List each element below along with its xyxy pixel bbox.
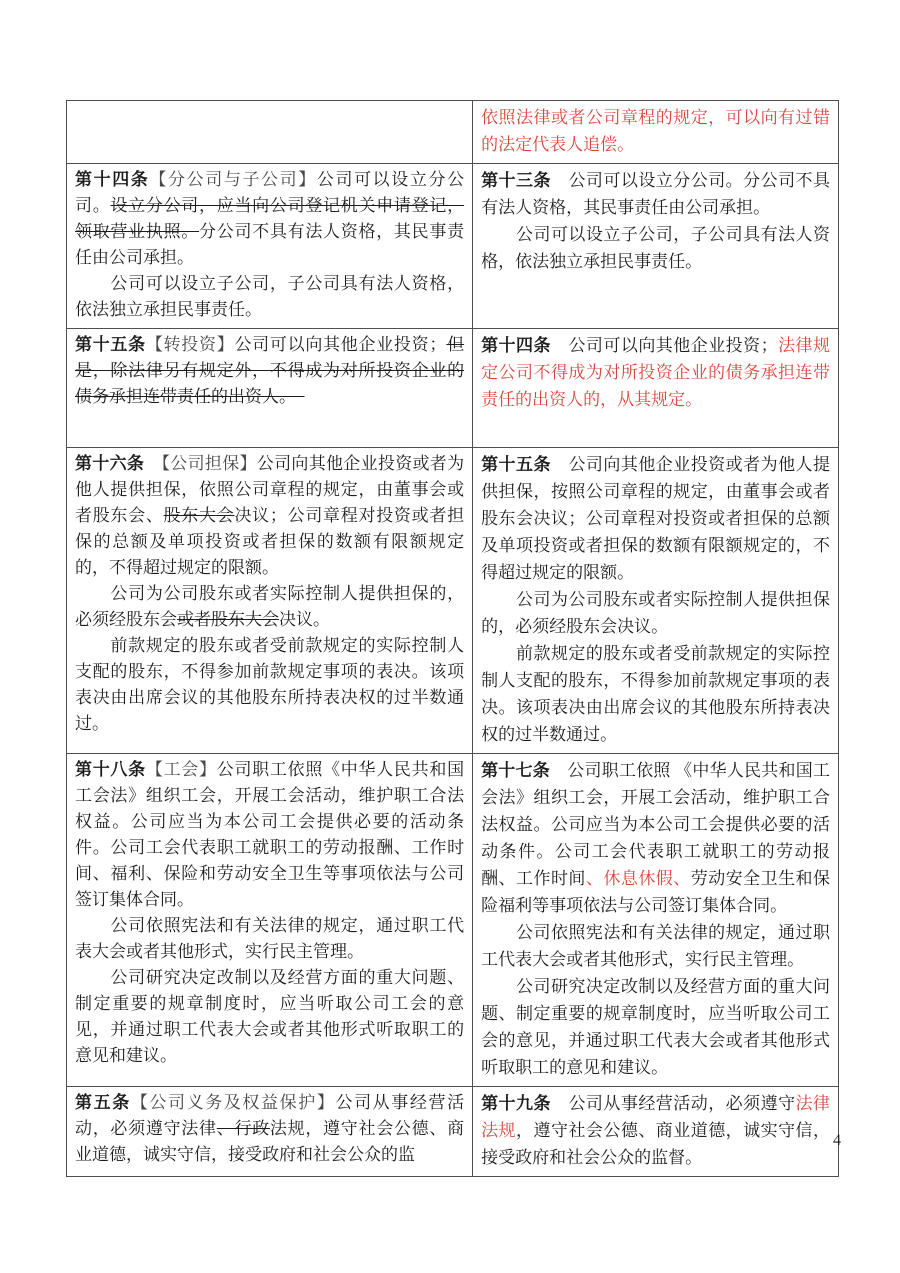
paragraph bbox=[75, 633, 464, 737]
new-law-cell bbox=[473, 101, 839, 164]
paragraph bbox=[481, 332, 830, 413]
text-segment: 决议。 bbox=[279, 610, 330, 629]
article-number: 第十九条 bbox=[481, 1094, 551, 1113]
text-segment: 公司从事经营活动，必须遵守 bbox=[550, 1094, 796, 1113]
article-number: 第五条 bbox=[75, 1093, 131, 1112]
deleted-text: 、行政 bbox=[216, 1119, 270, 1138]
comparison-table bbox=[66, 100, 839, 1177]
paragraph bbox=[481, 167, 830, 221]
text-segment: 公司职工依照《中华人民共和国工会法》组织工会，开展工会活动，维护职工合法权益。公司应当为本公司工会提供必要的活动条件。公司工会代表职工就职工的劳动报酬、工作时间、福利、保险和劳动安全卫生等事项依法与公司签订集体合同。 bbox=[75, 760, 465, 909]
article-title-label: 【分公司与子公司】 bbox=[149, 170, 317, 189]
text-segment: ，遵守社会公德、商业道德，诚实守信，接受政府和社会公众的监督。 bbox=[481, 1121, 831, 1167]
paragraph bbox=[481, 757, 830, 919]
text-segment: 公司依照宪法和有关法律的规定，通过职工代表大会或者其他形式，实行民主管理。 bbox=[481, 923, 830, 969]
old-law-cell bbox=[67, 101, 473, 164]
table-row bbox=[67, 329, 839, 448]
article-number: 第十五条 bbox=[481, 455, 551, 474]
text-segment: 分公司不具有法人资格，其民事责任由公司承担。 bbox=[75, 222, 465, 267]
old-law-cell bbox=[67, 448, 473, 754]
text-segment: 公司依照宪法和有关法律的规定，通过职工代表大会或者其他形式，实行民主管理。 bbox=[75, 916, 465, 961]
text-segment: 公司研究决定改制以及经营方面的重大问题、制定重要的规章制度时，应当听取公司工会的意见，并通过职工代表大会或者其他形式听取职工的意见和建议。 bbox=[481, 977, 830, 1077]
text-segment: 公司为公司股东或者实际控制人提供担保的，必须经股东会决议。 bbox=[481, 590, 830, 636]
paragraph bbox=[75, 167, 464, 271]
deleted-text: 股东大会 bbox=[163, 506, 235, 525]
text-segment: 劳动安全卫生和保险福利等事项依法与公司签订集体合同。 bbox=[481, 869, 831, 915]
table-row bbox=[67, 101, 839, 164]
article-number: 第十七条 bbox=[481, 761, 551, 780]
new-law-cell bbox=[473, 329, 839, 448]
page-number: 4 bbox=[833, 1132, 841, 1149]
paragraph bbox=[75, 1090, 464, 1168]
table-row bbox=[67, 1087, 839, 1177]
deleted-text: 或者股东大会 bbox=[177, 610, 279, 629]
article-number: 第十四条 bbox=[75, 170, 150, 189]
paragraph bbox=[481, 451, 830, 586]
paragraph bbox=[75, 757, 464, 913]
paragraph bbox=[75, 965, 464, 1069]
text-segment: 公司研究决定改制以及经营方面的重大问题、制定重要的规章制度时，应当听取公司工会的意见，并通过职工代表大会或者其他形式听取职工的意见和建议。 bbox=[75, 968, 465, 1065]
article-number: 第十六条 bbox=[75, 454, 145, 473]
paragraph bbox=[75, 332, 464, 410]
article-title-label: 【公司担保】 bbox=[144, 454, 257, 473]
paragraph bbox=[75, 451, 464, 581]
new-law-cell bbox=[473, 164, 839, 329]
old-law-cell bbox=[67, 1087, 473, 1177]
text-segment: 公司从事经营活动，必须遵守法律 bbox=[75, 1093, 465, 1138]
table-row bbox=[67, 164, 839, 329]
text-segment: 公司职工依照 《中华人民共和国工会法》组织工会，开展工会活动，维护职工合法权益。公司应当为本公司工会提供必要的活动条件。公司工会代表职工就职工的劳动报酬、工作时间 bbox=[481, 761, 831, 888]
text-segment: 公司向其他企业投资或者为他人提供担保，按照公司章程的规定，由董事会或者股东会决议；公司章程对投资或者担保的总额及单项投资或者担保的数额有限额规定的，不得超过规定的限额。 bbox=[481, 455, 831, 582]
paragraph bbox=[481, 973, 830, 1081]
new-law-cell bbox=[473, 754, 839, 1087]
paragraph bbox=[481, 1090, 830, 1171]
old-law-cell bbox=[67, 329, 473, 448]
added-text: 依照法律或者公司章程的规定，可以向有过错的法定代表人追偿。 bbox=[481, 108, 830, 154]
paragraph bbox=[481, 919, 830, 973]
old-law-cell bbox=[67, 754, 473, 1087]
article-number: 第十五条 bbox=[75, 335, 146, 354]
paragraph bbox=[481, 586, 830, 640]
text-segment: 决议；公司章程对投资或者担保的总额及单项投资或者担保的数额有限额规定的，不得超过规定的限额。 bbox=[75, 506, 465, 577]
text-segment: 公司可以向其他企业投资； bbox=[550, 336, 778, 355]
text-segment: 公司向其他企业投资或者为他人提供担保，依照公司章程的规定，由董事会或者股东会、 bbox=[75, 454, 465, 525]
article-number: 第十四条 bbox=[481, 336, 551, 355]
added-text: 法律规定公司不得成为对所投资企业的债务承担连带责任的出资人的，从其规定。 bbox=[481, 336, 831, 409]
article-number: 第十八条 bbox=[75, 760, 146, 779]
text-segment: 前款规定的股东或者受前款规定的实际控制人支配的股东，不得参加前款规定事项的表决。该项表决由出席会议的其他股东所持表决权的过半数通过。 bbox=[481, 644, 830, 744]
paragraph bbox=[75, 913, 464, 965]
deleted-text: 设立分公司，应当向公司登记机关申请登记，领取营业执照。 bbox=[75, 196, 465, 241]
paragraph bbox=[481, 640, 830, 748]
added-text: 、休息休假、 bbox=[585, 869, 691, 888]
paragraph bbox=[75, 271, 464, 323]
article-number: 第十三条 bbox=[481, 171, 551, 190]
added-text: 法律法规 bbox=[481, 1094, 831, 1140]
table-row bbox=[67, 754, 839, 1087]
paragraph bbox=[481, 221, 830, 275]
table-row bbox=[67, 448, 839, 754]
paragraph bbox=[481, 104, 830, 158]
article-title-label: 【转投资】 bbox=[145, 335, 235, 354]
text-segment: 前款规定的股东或者受前款规定的实际控制人支配的股东，不得参加前款规定事项的表决。该项表决由出席会议的其他股东所持表决权的过半数通过。 bbox=[75, 636, 465, 733]
article-title-label: 【工会】 bbox=[145, 760, 217, 779]
text-segment: 公司可以设立子公司，子公司具有法人资格，依法独立承担民事责任。 bbox=[481, 225, 830, 271]
old-law-cell bbox=[67, 164, 473, 329]
new-law-cell bbox=[473, 1087, 839, 1177]
text-segment: 公司可以设立子公司，子公司具有法人资格，依法独立承担民事责任。 bbox=[75, 274, 465, 319]
text-segment: 公司可以向其他企业投资； bbox=[234, 335, 447, 354]
new-law-cell bbox=[473, 448, 839, 754]
article-title-label: 【公司义务及权益保护】 bbox=[130, 1093, 336, 1112]
text-segment: 公司可以设立分公司。 bbox=[75, 170, 465, 215]
deleted-text: 但是，除法律另有规定外，不得成为对所投资企业的债务承担连带责任的出资人。 bbox=[75, 335, 465, 406]
paragraph bbox=[75, 581, 464, 633]
text-segment: 公司可以设立分公司。分公司不具有法人资格，其民事责任由公司承担。 bbox=[481, 171, 831, 217]
text-segment: 法规，遵守社会公德、商业道德，诚实守信，接受政府和社会公众的监 bbox=[75, 1119, 465, 1164]
text-segment: 公司为公司股东或者实际控制人提供担保的，必须经股东会 bbox=[75, 584, 465, 629]
